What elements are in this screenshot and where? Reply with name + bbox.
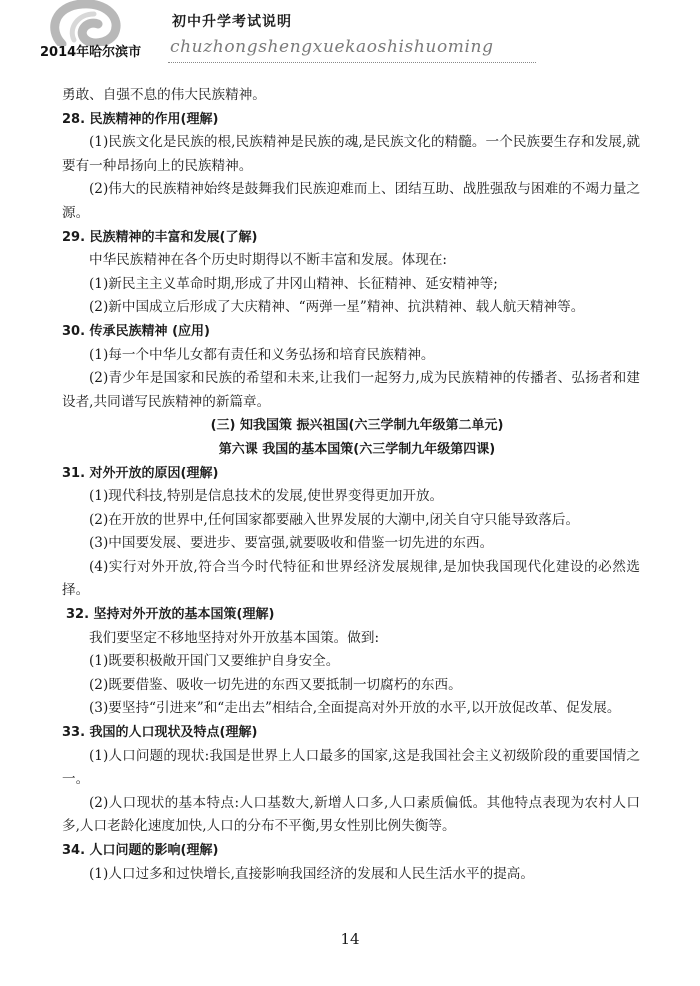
section-heading: 30. 传承民族精神 (应用)	[62, 323, 210, 339]
paragraph: 中华民族精神在各个历史时期得以不断丰富和发展。体现在:	[89, 252, 448, 269]
paragraph: (1)新民主主义革命时期,形成了井冈山精神、长征精神、延安精神等;	[89, 275, 498, 292]
section-heading: 28. 民族精神的作用(理解)	[62, 111, 219, 127]
header-divider	[168, 62, 536, 63]
paragraph: (2)新中国成立后形成了大庆精神、“两弹一星”精神、抗洪精神、载人航天精神等。	[89, 299, 585, 316]
paragraph: (1)每一个中华儿女都有责任和义务弘扬和培育民族精神。	[89, 346, 435, 363]
header-title: 初中升学考试说明	[172, 14, 292, 30]
paragraph: (2)人口现状的基本特点:人口基数大,新增人口多,人口素质偏低。其他特点表现为农村人口多,人口老龄化速度加快,人口的分布不平衡,男女性别比例失衡等。	[62, 794, 640, 835]
section-heading: 29. 民族精神的丰富和发展(了解)	[62, 229, 258, 245]
paragraph: (4)实行对外开放,符合当今时代特征和世界经济发展规律,是加快我国现代化建设的必然选择。	[62, 558, 640, 599]
page-body	[62, 84, 640, 886]
paragraph: (3)中国要发展、要进步、要富强,就要吸收和借鉴一切先进的东西。	[89, 535, 494, 552]
paragraph: (1)人口过多和过快增长,直接影响我国经济的发展和人民生活水平的提高。	[89, 865, 534, 882]
section-heading: 33. 我国的人口现状及特点(理解)	[62, 725, 258, 741]
header-pinyin: chuzhongshengxuekaoshishuoming	[170, 37, 494, 57]
page-number: 14	[340, 930, 360, 948]
paragraph: (1)民族文化是民族的根,民族精神是民族的魂,是民族文化的精髓。一个民族要生存和发展,就要有一种昂扬向上的民族精神。	[62, 134, 640, 174]
header-year-city: 2014年哈尔滨市	[40, 45, 142, 60]
paragraph: 我们要坚定不移地坚持对外开放基本国策。做到:	[89, 629, 380, 646]
paragraph: (2)青少年是国家和民族的希望和未来,让我们一起努力,成为民族精神的传播者、弘扬者和建设者,共同谱写民族精神的新篇章。	[62, 370, 640, 410]
chapter-heading: (三) 知我国策 振兴祖国(六三学制九年级第二单元)	[210, 418, 504, 434]
section-heading: 32. 坚持对外开放的基本国策(理解)	[66, 607, 275, 623]
paragraph: (2)伟大的民族精神始终是鼓舞我们民族迎难而上、团结互助、战胜强敌与困难的不竭力量之源。	[62, 181, 640, 221]
paragraph: (1)既要积极敞开国门又要维护自身安全。	[89, 653, 340, 670]
paragraph: (2)既要借鉴、吸收一切先进的东西又要抵制一切腐朽的东西。	[89, 676, 462, 693]
section-heading: 34. 人口问题的影响(理解)	[62, 843, 219, 858]
paragraph: (2)在开放的世界中,任何国家都要融入世界发展的大潮中,闭关自守只能导致落后。	[89, 511, 580, 528]
chapter-heading: 第六课 我国的基本国策(六三学制九年级第四课)	[218, 441, 496, 457]
paragraph: 勇敢、自强不息的伟大民族精神。	[62, 87, 266, 103]
paragraph: (1)现代科技,特别是信息技术的发展,使世界变得更加开放。	[89, 488, 444, 505]
section-heading: 31. 对外开放的原因(理解)	[62, 465, 219, 481]
paragraph: (3)要坚持“引进来”和“走出去”相结合,全面提高对外开放的水平,以开放促改革、促发展。	[89, 700, 621, 717]
paragraph: (1)人口问题的现状:我国是世界上人口最多的国家,这是我国社会主义初级阶段的重要国情之一。	[62, 747, 640, 788]
header-logo-swirl	[44, 0, 134, 46]
